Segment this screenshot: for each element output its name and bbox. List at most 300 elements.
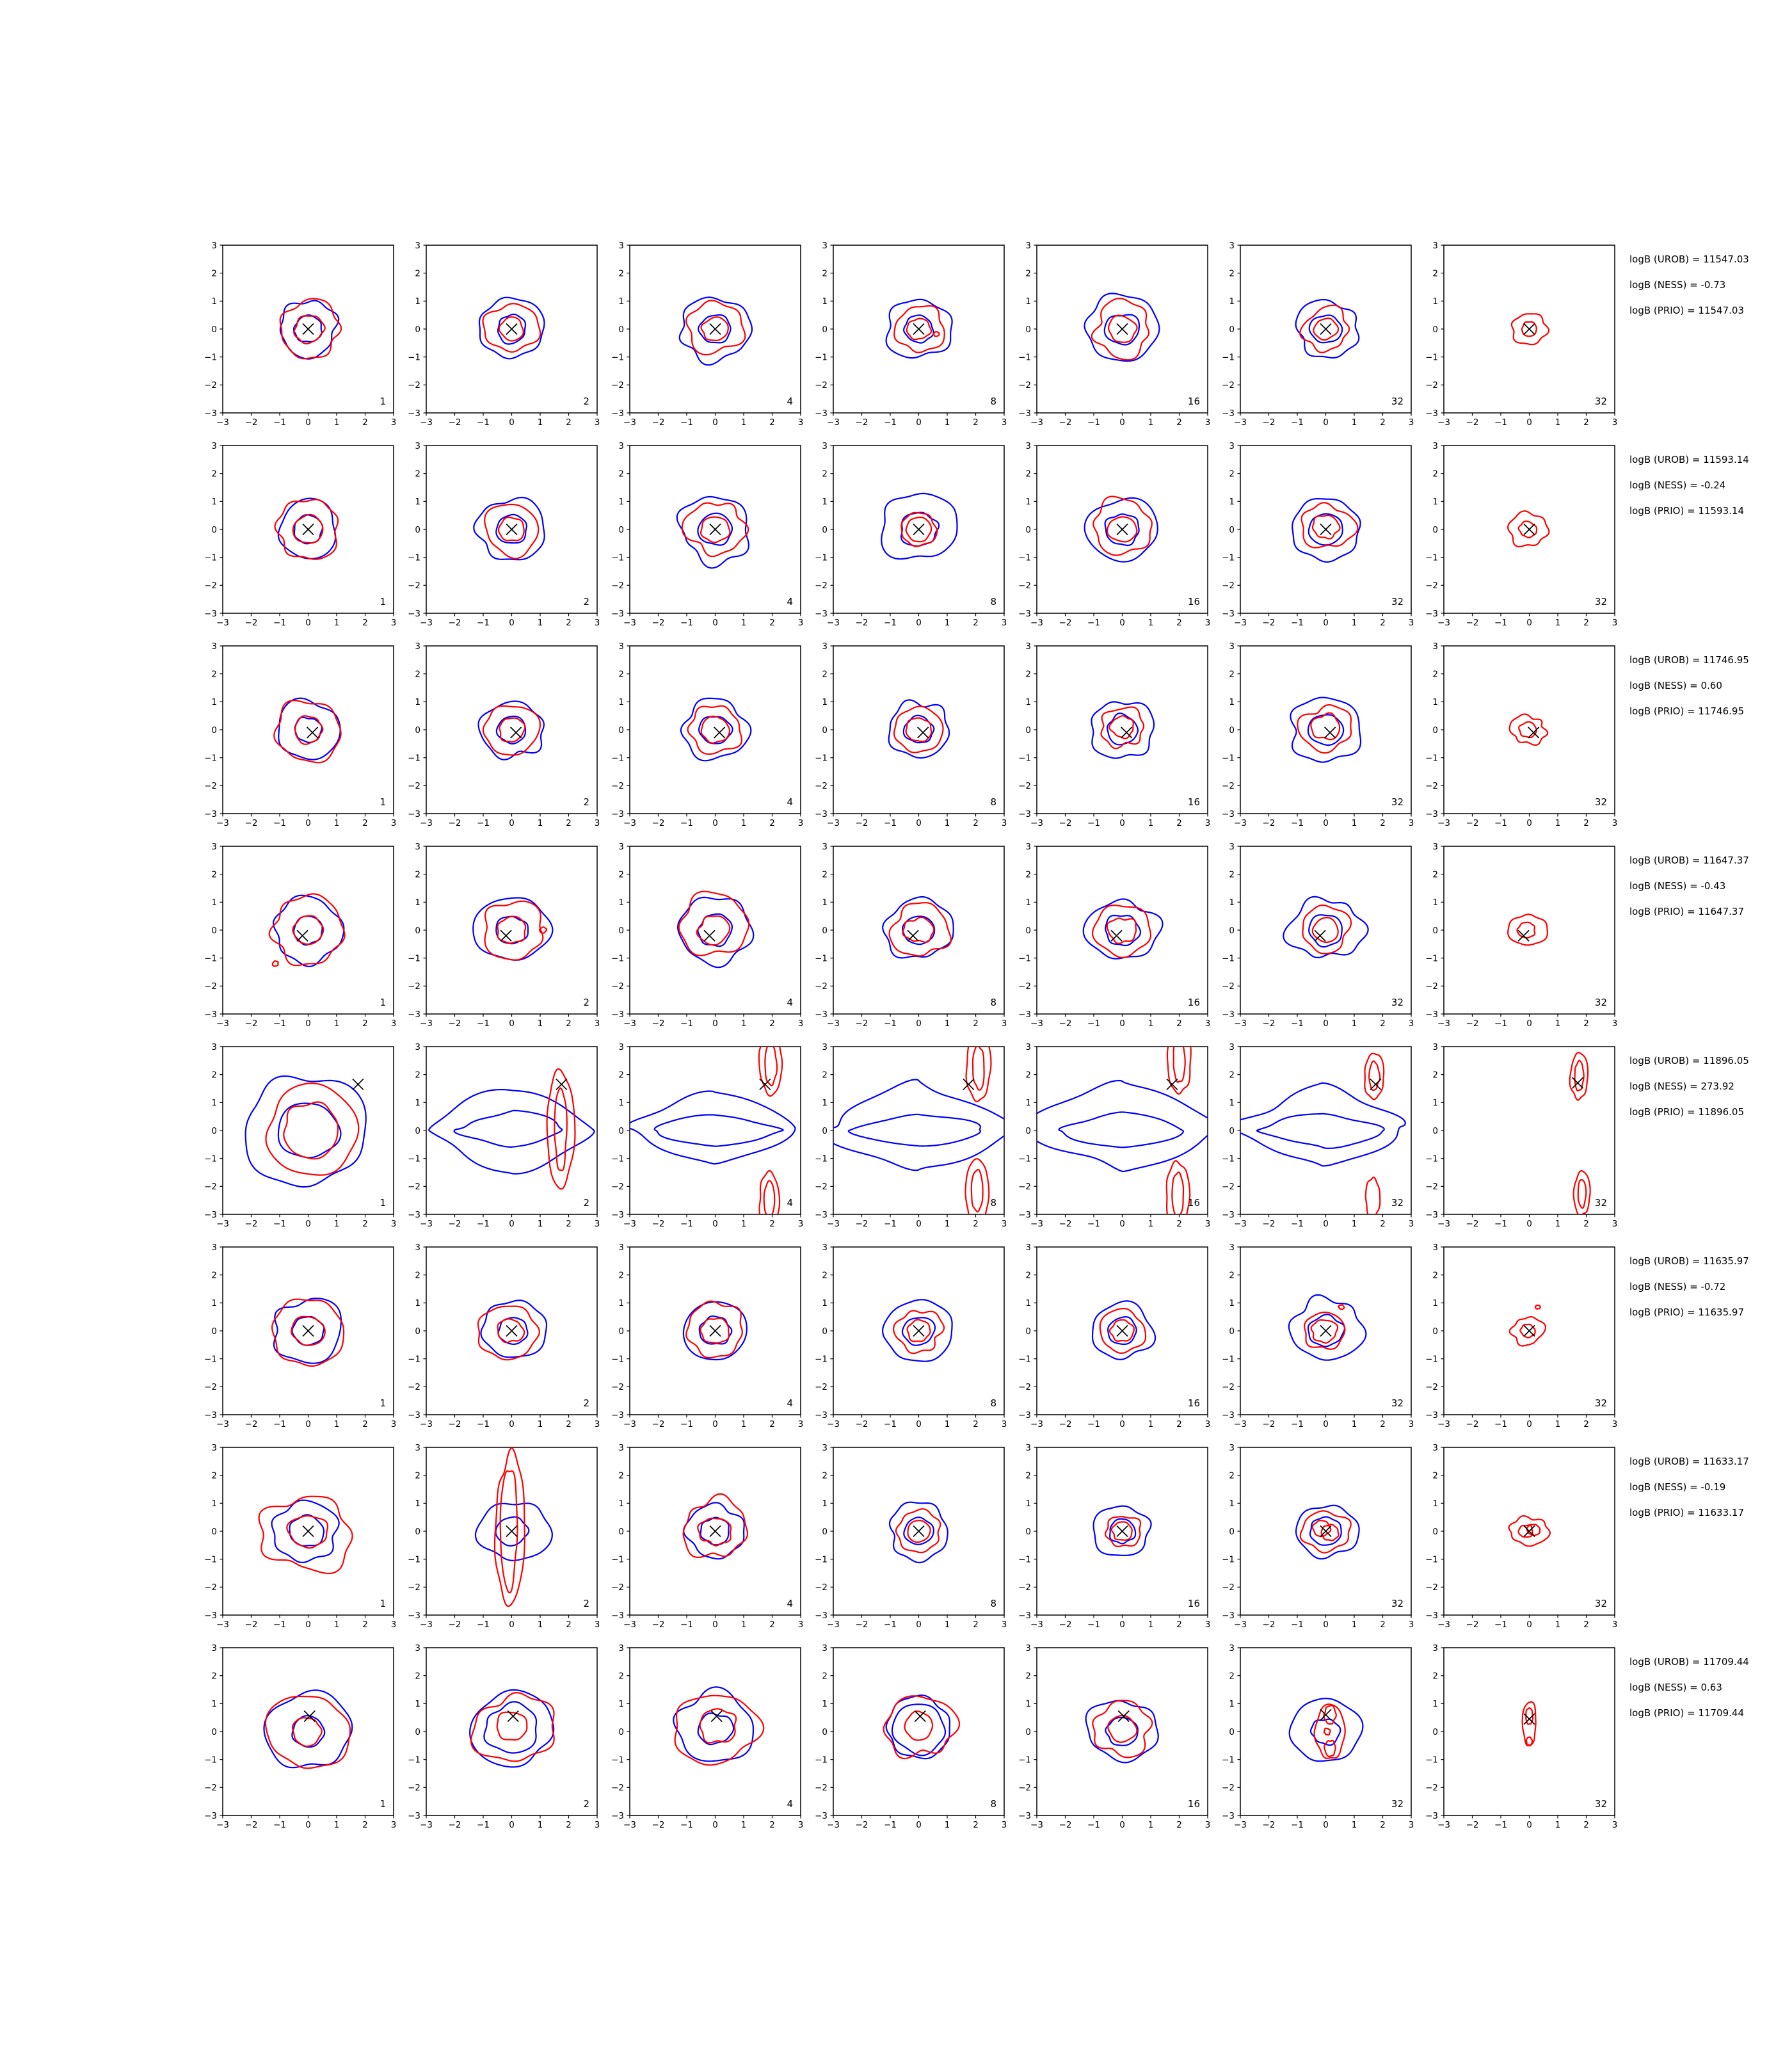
x-tick-label: −3 xyxy=(216,1620,229,1630)
y-tick-label: 3 xyxy=(1229,1042,1235,1052)
y-tick-label: 0 xyxy=(211,524,217,535)
x-tick-label: −3 xyxy=(827,1820,840,1830)
y-tick-label: 0 xyxy=(822,925,828,936)
y-tick-label: −1 xyxy=(1018,753,1031,764)
y-tick-label: 0 xyxy=(822,1726,828,1737)
y-tick-label: 0 xyxy=(1025,1125,1031,1136)
sample-count-label: 16 xyxy=(1187,1798,1200,1810)
subplot-r8-c5 xyxy=(1018,1643,1210,1830)
y-tick-label: 3 xyxy=(211,841,217,852)
y-tick-label: 2 xyxy=(211,1270,217,1281)
y-tick-label: 2 xyxy=(211,869,217,880)
y-tick-label: 1 xyxy=(618,1699,624,1710)
y-tick-label: 3 xyxy=(1229,841,1235,852)
x-tick-label: −1 xyxy=(884,618,897,628)
x-tick-label: −3 xyxy=(1030,1219,1043,1229)
sample-count-label: 1 xyxy=(380,1798,386,1810)
x-tick-label: 2 xyxy=(362,1419,368,1429)
x-tick-label: 2 xyxy=(566,1219,572,1229)
red-contour xyxy=(484,504,538,559)
x-tick-label: 0 xyxy=(1323,1820,1329,1830)
y-tick-label: 1 xyxy=(1432,497,1438,508)
y-tick-label: 1 xyxy=(211,697,217,708)
blue-contour xyxy=(1028,1081,1219,1171)
sample-count-label: 1 xyxy=(380,1598,386,1609)
y-tick-label: 1 xyxy=(211,1499,217,1509)
x-tick-label: 1 xyxy=(1148,1419,1154,1429)
blue-contour xyxy=(479,298,545,359)
blue-contour xyxy=(1085,293,1160,361)
x-tick-label: −3 xyxy=(1234,818,1247,828)
x-tick-label: 3 xyxy=(594,1419,600,1429)
x-tick-label: −2 xyxy=(1059,618,1072,628)
y-tick-label: −1 xyxy=(1222,1755,1235,1765)
red-contour xyxy=(500,1471,518,1593)
y-tick-label: −1 xyxy=(815,552,828,563)
axes-frame xyxy=(223,646,394,814)
x-marker xyxy=(500,930,511,941)
subplot-r8-c7 xyxy=(1425,1643,1617,1830)
x-marker xyxy=(303,1526,314,1537)
x-tick-label: 3 xyxy=(1001,1219,1007,1229)
subplot-r4-c2 xyxy=(408,842,600,1029)
y-tick-label: −1 xyxy=(1425,552,1438,563)
x-tick-label: −1 xyxy=(273,818,286,828)
y-tick-label: 1 xyxy=(415,296,420,307)
x-tick-label: −3 xyxy=(420,1419,433,1429)
sample-count-label: 2 xyxy=(583,1197,589,1209)
y-tick-label: −3 xyxy=(204,608,217,619)
x-tick-label: 0 xyxy=(1526,818,1532,828)
x-tick-label: 0 xyxy=(509,818,515,828)
x-tick-label: 3 xyxy=(1204,1219,1211,1229)
y-tick-label: −3 xyxy=(1425,1209,1438,1220)
y-tick-label: 0 xyxy=(415,1125,420,1136)
x-tick-label: 2 xyxy=(1176,417,1182,428)
sample-count-label: 1 xyxy=(380,1397,386,1409)
logb-ness-annotation: logB (NESS) = 273.92 xyxy=(1629,1081,1734,1092)
x-tick-label: −1 xyxy=(884,1820,897,1830)
x-tick-label: −3 xyxy=(216,417,229,428)
x-tick-label: 1 xyxy=(740,618,747,628)
y-tick-label: −1 xyxy=(611,1755,624,1765)
y-tick-label: 1 xyxy=(1025,1699,1031,1710)
sample-count-label: 8 xyxy=(990,997,996,1008)
axes-frame xyxy=(1037,646,1208,814)
red-contour xyxy=(266,1083,359,1175)
x-tick-label: −3 xyxy=(1234,1820,1247,1830)
y-tick-label: 2 xyxy=(618,469,624,479)
y-tick-label: 3 xyxy=(1432,1643,1438,1653)
y-tick-label: 1 xyxy=(1432,1298,1438,1309)
y-tick-label: 0 xyxy=(618,324,624,335)
x-marker xyxy=(908,930,918,941)
x-tick-label: 2 xyxy=(973,1820,979,1830)
x-tick-label: 0 xyxy=(509,1018,515,1029)
y-tick-label: −2 xyxy=(204,1582,217,1593)
y-tick-label: 1 xyxy=(1229,1699,1235,1710)
x-tick-label: −1 xyxy=(680,417,693,428)
sample-count-label: 16 xyxy=(1187,1397,1200,1409)
y-tick-label: 2 xyxy=(211,669,217,680)
x-tick-label: −3 xyxy=(1234,1018,1247,1029)
x-tick-label: 1 xyxy=(944,1419,950,1429)
y-tick-label: 2 xyxy=(1025,869,1031,880)
y-tick-label: −3 xyxy=(815,808,828,819)
subplot-r8-c4 xyxy=(815,1643,1007,1830)
y-tick-label: 3 xyxy=(415,641,420,652)
x-tick-label: −2 xyxy=(244,1219,258,1229)
blue-contour xyxy=(1289,1295,1366,1360)
y-tick-label: 0 xyxy=(1432,1726,1438,1737)
x-tick-label: 3 xyxy=(390,618,397,628)
logb-ness-annotation: logB (NESS) = -0.43 xyxy=(1629,880,1726,892)
x-tick-label: −3 xyxy=(1437,818,1450,828)
red-contour xyxy=(972,1170,983,1212)
subplot-r1-c7 xyxy=(1425,241,1617,428)
red-contour xyxy=(1093,497,1152,556)
subplot-r3-c3 xyxy=(611,641,803,828)
y-tick-label: 0 xyxy=(1432,725,1438,736)
y-tick-label: 1 xyxy=(822,1499,828,1509)
subplot-r4-c7 xyxy=(1425,842,1617,1029)
x-tick-label: 1 xyxy=(1351,1219,1357,1229)
x-tick-label: 0 xyxy=(1323,618,1329,628)
contours-group xyxy=(680,297,752,365)
subplot-r3-c1 xyxy=(204,641,396,828)
y-tick-label: −2 xyxy=(815,581,828,591)
x-tick-label: −1 xyxy=(273,1820,286,1830)
x-tick-label: −2 xyxy=(244,1820,258,1830)
x-tick-label: −3 xyxy=(420,618,433,628)
y-tick-label: 3 xyxy=(1432,641,1438,652)
y-tick-label: 1 xyxy=(1229,1098,1235,1109)
contours-group xyxy=(259,1497,353,1573)
y-tick-label: 0 xyxy=(1229,725,1235,736)
red-contour xyxy=(1520,1324,1535,1338)
x-tick-label: −1 xyxy=(1494,1219,1507,1229)
x-tick-label: 0 xyxy=(1526,417,1532,428)
contours-group xyxy=(1570,1052,1590,1216)
x-tick-label: −2 xyxy=(1262,417,1276,428)
x-tick-label: 2 xyxy=(1583,417,1589,428)
x-marker xyxy=(1524,1326,1535,1337)
subplot-r6-c5 xyxy=(1018,1243,1210,1429)
y-tick-label: −3 xyxy=(1222,1610,1235,1621)
axes-frame xyxy=(630,646,801,814)
y-tick-label: −2 xyxy=(611,781,624,792)
x-marker xyxy=(303,524,314,535)
x-tick-label: 0 xyxy=(1119,417,1125,428)
y-tick-label: 0 xyxy=(618,1125,624,1136)
contours-group xyxy=(1289,1295,1366,1360)
x-marker xyxy=(1325,727,1336,738)
blue-contour xyxy=(1059,1112,1183,1147)
y-tick-label: 1 xyxy=(1432,296,1438,307)
y-tick-label: −1 xyxy=(408,552,420,563)
x-tick-label: 1 xyxy=(1148,1620,1154,1630)
x-tick-label: 0 xyxy=(509,1820,515,1830)
y-tick-label: 0 xyxy=(618,1726,624,1737)
y-tick-label: 3 xyxy=(1025,641,1031,652)
y-tick-label: −3 xyxy=(1018,1410,1031,1420)
x-tick-label: −3 xyxy=(420,417,433,428)
x-tick-label: 0 xyxy=(509,1419,515,1429)
y-tick-label: 2 xyxy=(415,268,420,279)
x-tick-label: 3 xyxy=(1204,1419,1211,1429)
y-tick-label: −2 xyxy=(1222,981,1235,992)
x-tick-label: −1 xyxy=(680,618,693,628)
x-tick-label: −1 xyxy=(680,1018,693,1029)
x-marker xyxy=(1320,324,1331,335)
y-tick-label: −1 xyxy=(204,352,217,363)
y-tick-label: −1 xyxy=(1425,1154,1438,1164)
x-tick-label: 2 xyxy=(1583,618,1589,628)
y-tick-label: −3 xyxy=(1018,408,1031,419)
axes-frame xyxy=(630,1648,801,1815)
x-tick-label: −2 xyxy=(244,417,258,428)
x-tick-label: 0 xyxy=(712,1219,718,1229)
x-tick-label: 0 xyxy=(916,1620,922,1630)
y-tick-label: −2 xyxy=(1018,981,1031,992)
y-tick-label: 1 xyxy=(415,697,420,708)
y-tick-label: −2 xyxy=(204,981,217,992)
axes-frame xyxy=(833,1648,1004,1815)
sample-count-label: 16 xyxy=(1187,596,1200,607)
y-tick-label: 1 xyxy=(618,897,624,908)
x-tick-label: 3 xyxy=(1408,1419,1414,1429)
y-tick-label: 3 xyxy=(618,240,624,251)
y-tick-label: −3 xyxy=(815,1009,828,1020)
red-contour xyxy=(284,1102,338,1159)
y-tick-label: −2 xyxy=(1222,1783,1235,1794)
x-tick-label: −3 xyxy=(1030,1419,1043,1429)
x-tick-label: 3 xyxy=(1408,1820,1414,1830)
y-tick-label: 2 xyxy=(618,1671,624,1682)
y-tick-label: −1 xyxy=(1425,1354,1438,1365)
x-tick-label: 1 xyxy=(1555,417,1561,428)
y-tick-label: 1 xyxy=(618,1298,624,1309)
y-tick-label: −3 xyxy=(815,1810,828,1821)
x-tick-label: 1 xyxy=(333,818,340,828)
y-tick-label: 0 xyxy=(1432,524,1438,535)
red-contour xyxy=(485,901,543,960)
x-tick-label: 0 xyxy=(1526,1820,1532,1830)
x-tick-label: 2 xyxy=(769,1620,775,1630)
x-tick-label: 3 xyxy=(390,1820,397,1830)
y-tick-label: 2 xyxy=(1025,469,1031,479)
sample-count-label: 4 xyxy=(787,396,793,407)
x-marker xyxy=(297,930,308,941)
y-tick-label: 3 xyxy=(1432,240,1438,251)
red-contour xyxy=(1366,1177,1380,1216)
x-marker xyxy=(1572,1077,1583,1088)
x-tick-label: 1 xyxy=(333,1219,340,1229)
x-tick-label: −1 xyxy=(273,417,286,428)
y-tick-label: 0 xyxy=(1229,324,1235,335)
contours-group xyxy=(1224,1054,1405,1216)
y-tick-label: 2 xyxy=(415,1470,420,1481)
x-tick-label: −2 xyxy=(448,1018,461,1029)
red-contour xyxy=(905,1711,932,1740)
x-tick-label: 1 xyxy=(944,417,950,428)
subplot-r5-c1 xyxy=(204,1042,396,1229)
sample-count-label: 16 xyxy=(1187,1598,1200,1609)
y-tick-label: −2 xyxy=(815,1582,828,1593)
red-contour xyxy=(1535,1305,1540,1309)
x-tick-label: 1 xyxy=(740,1419,747,1429)
x-tick-label: −2 xyxy=(1466,818,1479,828)
red-contour xyxy=(1174,1038,1185,1082)
y-tick-label: 3 xyxy=(1229,641,1235,652)
axes-frame xyxy=(1240,1047,1411,1214)
contours-group xyxy=(470,1690,554,1767)
sample-count-label: 1 xyxy=(380,596,386,607)
y-tick-label: 0 xyxy=(415,1326,420,1337)
y-tick-label: −1 xyxy=(611,1354,624,1365)
subplot-r3-c6 xyxy=(1222,641,1414,828)
contours-group xyxy=(1290,698,1361,762)
contours-group xyxy=(479,702,544,760)
logb-prio-annotation: logB (PRIO) = 11633.17 xyxy=(1629,1507,1745,1518)
x-tick-label: 0 xyxy=(305,1620,311,1630)
axes-frame xyxy=(833,646,1004,814)
y-tick-label: 3 xyxy=(1025,1242,1031,1253)
contours-group xyxy=(883,1299,952,1362)
y-tick-label: 0 xyxy=(211,1726,217,1737)
y-tick-label: 1 xyxy=(415,497,420,508)
sample-count-label: 32 xyxy=(1391,396,1404,407)
y-tick-label: −3 xyxy=(1018,808,1031,819)
x-tick-label: −3 xyxy=(623,618,636,628)
x-tick-label: 1 xyxy=(1148,818,1154,828)
x-tick-label: 3 xyxy=(1408,1620,1414,1630)
y-tick-label: 1 xyxy=(822,897,828,908)
y-tick-label: 0 xyxy=(822,1125,828,1136)
logb-prio-annotation: logB (PRIO) = 11709.44 xyxy=(1629,1707,1745,1719)
subplot-r5-c4 xyxy=(815,1031,1015,1229)
y-tick-label: −1 xyxy=(1222,753,1235,764)
y-tick-label: −1 xyxy=(1425,753,1438,764)
x-tick-label: −1 xyxy=(680,818,693,828)
y-tick-label: 2 xyxy=(1432,1671,1438,1682)
x-tick-label: −3 xyxy=(1437,1620,1450,1630)
red-contour xyxy=(688,706,742,754)
y-tick-label: −2 xyxy=(815,981,828,992)
y-tick-label: 3 xyxy=(1432,1242,1438,1253)
sample-count-label: 2 xyxy=(583,796,589,808)
logb-urob-annotation: logB (UROB) = 11746.95 xyxy=(1629,654,1749,666)
x-tick-label: 0 xyxy=(916,417,922,428)
y-tick-label: −2 xyxy=(611,380,624,391)
x-marker xyxy=(710,324,721,335)
x-tick-label: 3 xyxy=(797,618,804,628)
axes-frame xyxy=(1037,846,1208,1014)
x-tick-label: −2 xyxy=(855,417,868,428)
y-tick-label: 3 xyxy=(1432,440,1438,451)
x-tick-label: 1 xyxy=(537,1620,543,1630)
logb-prio-annotation: logB (PRIO) = 11635.97 xyxy=(1629,1307,1745,1318)
x-tick-label: 3 xyxy=(1001,1018,1007,1029)
x-tick-label: −2 xyxy=(244,818,258,828)
x-tick-label: 0 xyxy=(1119,1018,1125,1029)
y-tick-label: −2 xyxy=(815,1182,828,1193)
contours-group xyxy=(264,1690,353,1768)
x-tick-label: 1 xyxy=(1351,1820,1357,1830)
x-marker xyxy=(307,727,318,738)
red-contour xyxy=(1313,515,1340,539)
sample-count-label: 16 xyxy=(1187,997,1200,1008)
red-contour xyxy=(1324,1728,1331,1735)
y-tick-label: 2 xyxy=(618,1470,624,1481)
y-tick-label: −1 xyxy=(1222,1554,1235,1565)
x-tick-label: −1 xyxy=(477,1018,490,1029)
x-tick-label: −3 xyxy=(623,1018,636,1029)
x-tick-label: 1 xyxy=(537,618,543,628)
x-marker xyxy=(1370,1079,1381,1090)
y-tick-label: −1 xyxy=(408,1755,420,1765)
y-tick-label: 2 xyxy=(618,669,624,680)
y-tick-label: −2 xyxy=(1425,581,1438,591)
x-tick-label: 0 xyxy=(305,1820,311,1830)
x-tick-label: −1 xyxy=(680,1419,693,1429)
y-tick-label: 2 xyxy=(1229,469,1235,479)
x-tick-label: 2 xyxy=(566,618,572,628)
y-tick-label: −1 xyxy=(1425,352,1438,363)
logb-prio-annotation: logB (PRIO) = 11547.03 xyxy=(1629,305,1745,316)
y-tick-label: 0 xyxy=(1229,925,1235,936)
x-tick-label: 0 xyxy=(305,417,311,428)
y-tick-label: 0 xyxy=(415,725,420,736)
y-tick-label: −2 xyxy=(204,781,217,792)
y-tick-label: 3 xyxy=(211,240,217,251)
y-tick-label: 2 xyxy=(1025,268,1031,279)
y-tick-label: −1 xyxy=(408,1554,420,1565)
blue-contour xyxy=(698,914,732,946)
x-tick-label: 3 xyxy=(797,1018,804,1029)
y-tick-label: 2 xyxy=(822,1270,828,1281)
contours-group xyxy=(1084,899,1163,959)
x-tick-label: 3 xyxy=(594,818,600,828)
x-tick-label: −1 xyxy=(1087,818,1100,828)
x-tick-label: −1 xyxy=(477,1820,490,1830)
x-tick-label: 0 xyxy=(509,618,515,628)
x-tick-label: 0 xyxy=(1119,818,1125,828)
x-tick-label: 2 xyxy=(362,417,368,428)
contours-group xyxy=(476,1448,552,1606)
x-tick-label: 3 xyxy=(390,1219,397,1229)
x-tick-label: −1 xyxy=(1291,1419,1304,1429)
x-tick-label: −2 xyxy=(652,618,665,628)
x-tick-label: 3 xyxy=(1204,417,1211,428)
y-tick-label: 3 xyxy=(1025,440,1031,451)
contours-group xyxy=(673,1687,764,1765)
y-tick-label: 1 xyxy=(1229,897,1235,908)
x-tick-label: 3 xyxy=(1612,618,1618,628)
x-tick-label: −2 xyxy=(1059,1419,1072,1429)
x-tick-label: −1 xyxy=(1087,1620,1100,1630)
y-tick-label: −3 xyxy=(408,1410,420,1420)
y-tick-label: 0 xyxy=(415,1726,420,1737)
y-tick-label: −2 xyxy=(1222,1382,1235,1393)
logb-prio-annotation: logB (PRIO) = 11746.95 xyxy=(1629,705,1745,717)
subplot-r3-c7 xyxy=(1425,641,1617,828)
y-tick-label: 1 xyxy=(1025,697,1031,708)
sample-count-label: 4 xyxy=(787,1798,793,1810)
y-tick-label: 3 xyxy=(822,1042,828,1052)
x-tick-label: 3 xyxy=(1612,1018,1618,1029)
y-tick-label: 1 xyxy=(1229,697,1235,708)
